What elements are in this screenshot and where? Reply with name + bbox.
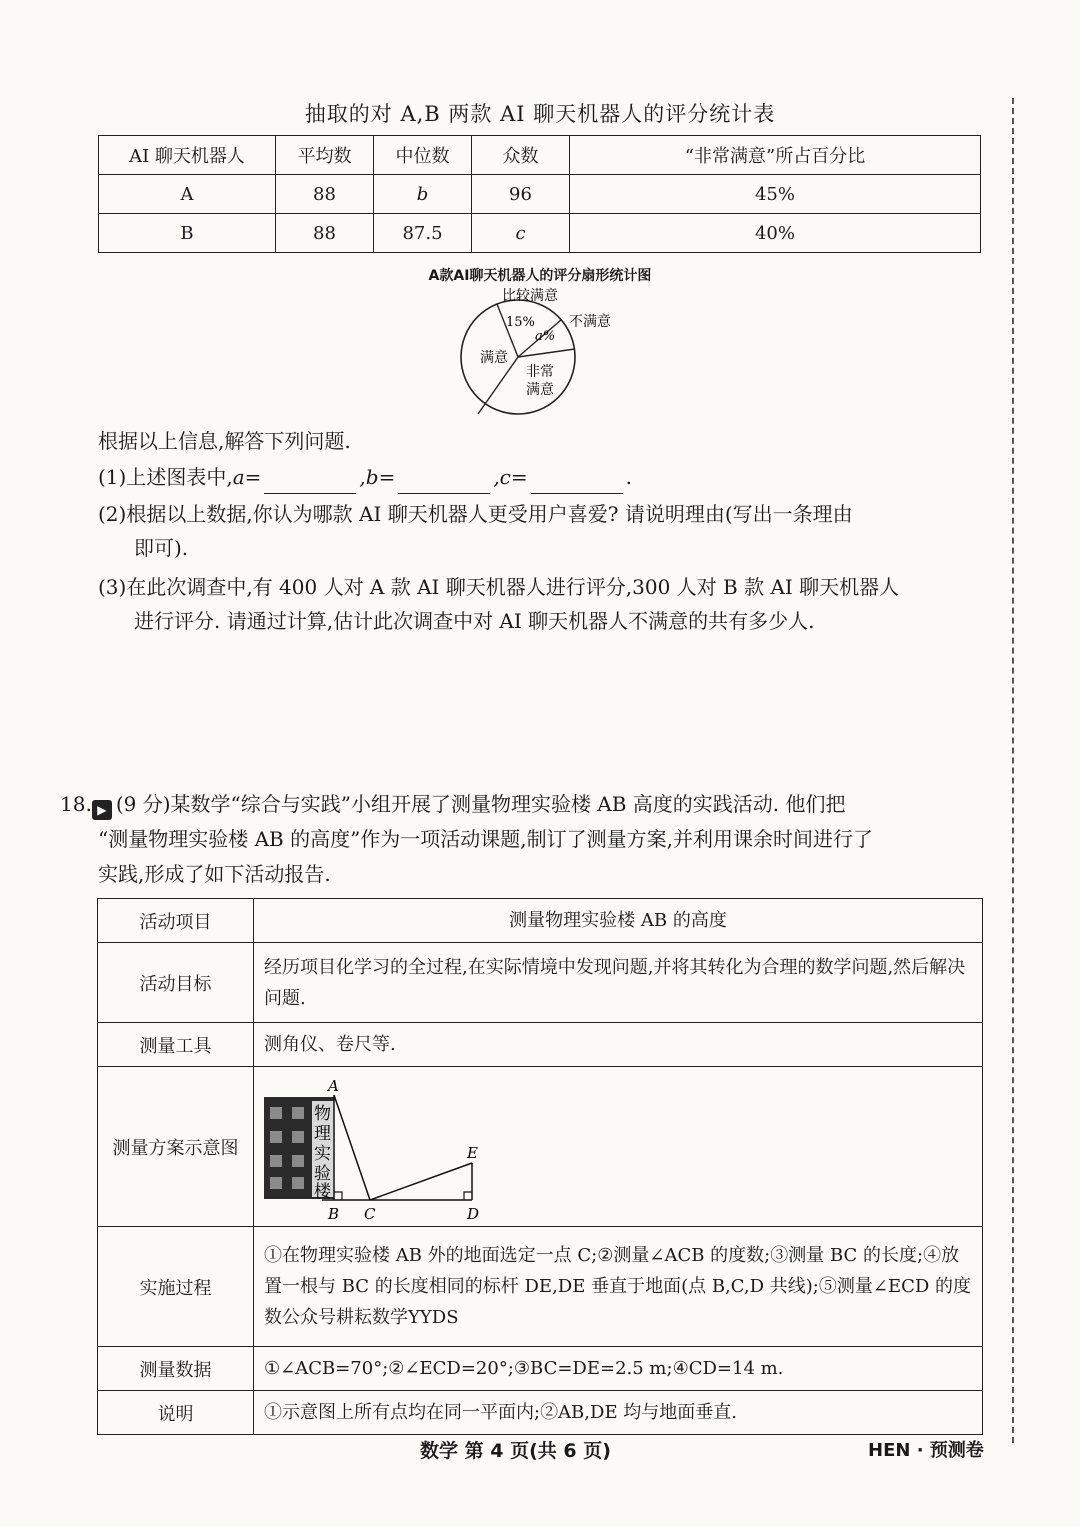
slice-label-bumanyi: 不满意 [569,314,611,330]
row-label: 实施过程 [98,1227,254,1347]
row-label: 测量工具 [98,1023,254,1067]
point-label-D: D [467,1204,480,1223]
q3-line2: 进行评分. 请通过计算,估计此次调查中对 AI 聊天机器人不满意的共有多少人. [134,609,815,633]
building-char: 理 [314,1123,331,1144]
table-row [98,943,983,1023]
row-value: ①示意图上所有点均在同一平面内;②AB,DE 均与地面垂直. [254,1391,983,1435]
pie-chart [440,282,640,422]
answer-blank-a[interactable] [264,471,356,494]
q1-end: . [625,465,633,489]
table-row [99,175,981,214]
row-label: 测量方案示意图 [98,1067,254,1227]
table-header-row [99,136,981,175]
building-char: 物 [314,1103,331,1124]
right-angle-B [334,1192,342,1200]
row-label: 说明 [98,1391,254,1435]
right-angle-D [464,1192,472,1200]
problem-18-line1 [60,787,990,822]
q1-eq: = [510,465,528,489]
building-char: 验 [314,1163,331,1184]
binding-dashed-line [1012,98,1014,1443]
slice-value-15: 15% [506,315,535,330]
score-statistics-table [98,135,981,253]
segment-AC [334,1095,370,1200]
table-cell: 88 [276,175,374,214]
building-char: 实 [314,1143,331,1164]
footer-page-number: 数学 第 4 页(共 6 页) [420,1440,611,1462]
question-1 [98,460,632,494]
q1-var-b: ,b [359,465,379,489]
table-cell: 87.5 [374,214,472,253]
slice-label-feichang-1: 非常 [526,364,554,380]
table-row [98,899,983,943]
row-label: 测量数据 [98,1347,254,1391]
point-label-A: A [328,1076,339,1095]
header-cell: AI 聊天机器人 [99,136,276,175]
q3-line1: (3)在此次调查中,有 400 人对 A 款 AI 聊天机器人进行评分,300 人对 B 款 AI 聊天机器人 [98,575,900,599]
header-cell: 众数 [472,136,570,175]
q1-eq: = [378,465,396,489]
table-cell: 88 [276,214,374,253]
table-cell: B [99,214,276,253]
q1-prefix: (1)上述图表中, [98,465,233,489]
play-video-icon[interactable]: ▶ [92,800,112,820]
q1-eq: = [244,465,262,489]
slice-label-bijiao: 比较满意 [502,288,558,304]
table-cell: 96 [472,175,570,214]
table-cell: 45% [570,175,981,214]
q2-line2: 即可). [134,536,189,560]
table-cell: 40% [570,214,981,253]
row-value: ①∠ACB=70°;②∠ECD=20°;③BC=DE=2.5 m;④CD=14 m. [254,1347,983,1391]
activity-report-table [97,898,983,1435]
row-value: 经历项目化学习的全过程,在实际情境中发现问题,并将其转化为合理的数学问题,然后解决问题. [254,943,983,1023]
q2-line1: (2)根据以上数据,你认为哪款 AI 聊天机器人更受用户喜爱? 请说明理由(写出一条理由 [98,502,853,526]
question-3 [98,570,988,638]
slice-value-a: a% [535,329,556,344]
row-value: 测角仪、卷尺等. [254,1023,983,1067]
header-cell: 平均数 [276,136,374,175]
point-label-C: C [364,1204,376,1223]
row-label: 活动目标 [98,943,254,1023]
header-cell: 中位数 [374,136,472,175]
table1-title: 抽取的对 A,B 两款 AI 聊天机器人的评分统计表 [304,102,776,126]
segment-CE [370,1163,472,1200]
slice-label-feichang-2: 满意 [526,382,554,398]
table-row [98,1023,983,1067]
pie-chart-title: A款AI聊天机器人的评分扇形统计图 [428,268,652,284]
point-label-E: E [467,1143,478,1162]
answer-blank-c[interactable] [531,471,623,494]
table-row [99,214,981,253]
q1-var-c: ,c [493,465,511,489]
table-cell: A [99,175,276,214]
problem-18 [60,787,990,892]
header-cell: “非常满意”所占百分比 [570,136,981,175]
table-row [98,1227,983,1347]
row-label: 活动项目 [98,899,254,943]
problem-18-line2: “测量物理实验楼 AB 的高度”作为一项活动课题,制订了测量方案,并利用课余时间进行了 [98,827,874,851]
problem-number: 18. [60,792,92,816]
row-value: ①在物理实验楼 AB 外的地面选定一点 C;②测量∠ACB 的度数;③测量 BC 的长度;④放置一根与 BC 的长度相同的标杆 DE,DE 垂直于地面(点 B,C,D 共线);⑤测量∠ECD 的度数公众号耕耘数学YYDS [254,1227,983,1347]
table-cell: b [374,175,472,214]
slice-label-manyi: 满意 [480,350,508,366]
building-char: 楼 [314,1181,331,1202]
diagram-cell [254,1067,983,1227]
problem-18-text1: (9 分)某数学“综合与实践”小组开展了测量物理实验楼 AB 高度的实践活动. 他们把 [115,792,846,816]
question-2 [98,497,988,565]
row-value: 测量物理实验楼 AB 的高度 [254,899,983,943]
footer-exam-label: HEN · 预测卷 [868,1440,984,1461]
problem-18-line3: 实践,形成了如下活动报告. [98,862,331,886]
measurement-diagram [262,1069,502,1225]
q1-var-a: a [232,465,245,489]
point-label-B: B [328,1204,340,1223]
answer-blank-b[interactable] [398,471,490,494]
table-row [98,1067,983,1227]
table-row [98,1347,983,1391]
questions-intro: 根据以上信息,解答下列问题. [98,429,351,453]
table-row [98,1391,983,1435]
table-cell: c [472,214,570,253]
